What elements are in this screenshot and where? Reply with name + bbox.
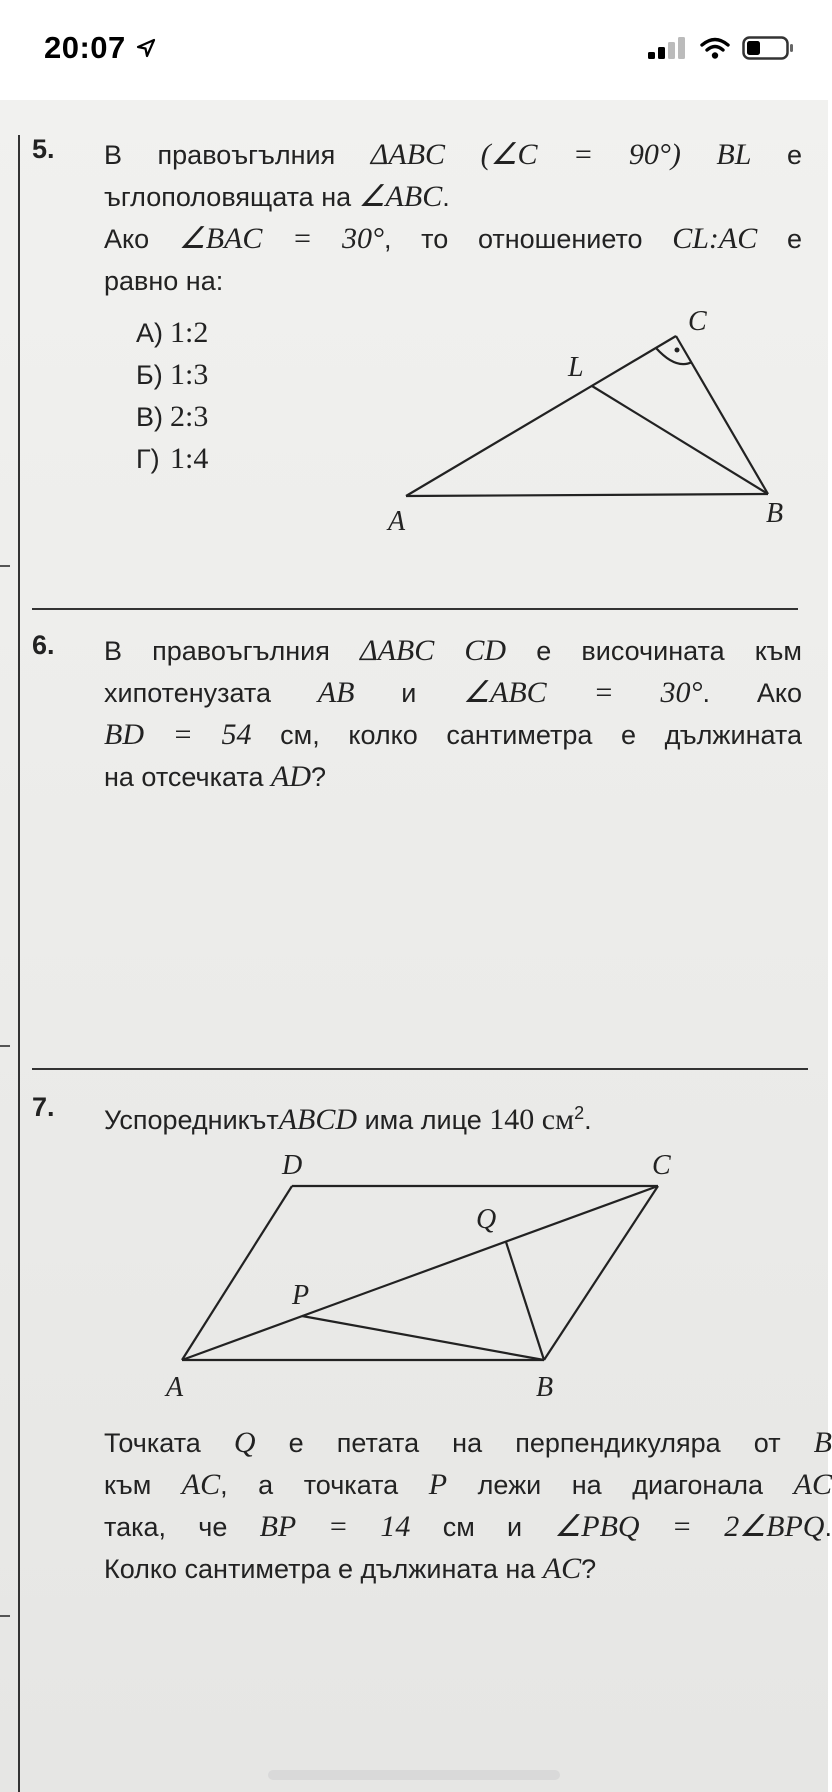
math-run: ∠BAC = 30° xyxy=(178,222,384,255)
option-value: 1:3 xyxy=(170,358,209,391)
status-time: 20:07 xyxy=(44,30,126,65)
option-letter: А) xyxy=(136,318,163,348)
text-run: см, колко сантиметра е дължината xyxy=(280,720,802,750)
text-run: . xyxy=(584,1105,592,1135)
question-line xyxy=(104,1548,832,1590)
segment-bp xyxy=(302,1316,544,1360)
text-run: лежи на диагонала xyxy=(477,1470,764,1500)
point-label-b: B xyxy=(536,1372,554,1403)
text-run: че xyxy=(198,1512,228,1542)
home-indicator[interactable] xyxy=(268,1770,560,1780)
text-run: , а точката xyxy=(220,1470,399,1500)
segment-bc xyxy=(544,1186,658,1360)
math-run: AC xyxy=(181,1468,221,1501)
math-run: B xyxy=(813,1426,832,1459)
math-run: BL xyxy=(716,138,752,171)
math-run: ∠PBQ = 2∠BPQ xyxy=(554,1510,825,1543)
text-run: . xyxy=(442,182,450,212)
math-run: CL:AC xyxy=(672,222,758,255)
text-run: към xyxy=(104,1470,152,1500)
text-run: има лице xyxy=(364,1105,482,1135)
point-label-a: A xyxy=(166,1372,184,1403)
text-run: . xyxy=(824,1512,832,1542)
text-run: е петата на перпендикуляра от xyxy=(288,1428,781,1458)
math-run: ∠ABC xyxy=(358,180,443,213)
text-run: В правоъгълния xyxy=(104,140,336,170)
math-run: BP = 14 xyxy=(259,1510,411,1543)
point-label-a: A xyxy=(388,506,406,537)
math-run: ΔABC xyxy=(370,138,446,171)
question-line xyxy=(104,1506,832,1548)
option-value: 1:4 xyxy=(170,442,209,475)
text-run: Точката xyxy=(104,1428,201,1458)
math-run: BD = 54 xyxy=(104,718,252,751)
text-run: е xyxy=(786,224,802,254)
text-run: хипотенузата xyxy=(104,678,271,708)
point-label-b: B xyxy=(766,498,784,529)
text-run: Ако xyxy=(104,224,150,254)
text-run: ? xyxy=(311,762,327,792)
segment-ad xyxy=(182,1186,292,1360)
point-label-c: C xyxy=(652,1150,671,1181)
point-label-c: C xyxy=(688,306,707,337)
option-letter: В) xyxy=(136,402,163,432)
question-number: 5. xyxy=(32,134,55,164)
text-run: така, xyxy=(104,1512,167,1542)
superscript: 2 xyxy=(574,1103,585,1123)
math-run: AD xyxy=(271,760,312,793)
question-text xyxy=(104,1422,832,1590)
option-value: 1:2 xyxy=(170,316,209,349)
segment-bq xyxy=(506,1242,544,1360)
text-run: см xyxy=(442,1512,475,1542)
diagonal-ac xyxy=(182,1186,658,1360)
question-line: равно на: xyxy=(104,266,224,296)
point-label-p: P xyxy=(292,1280,310,1311)
question-line xyxy=(104,1422,832,1464)
math-run: ΔABC CD xyxy=(359,634,507,667)
question-line xyxy=(104,1464,832,1506)
point-label-d: D xyxy=(282,1150,303,1181)
text-run: Ако xyxy=(756,678,802,708)
math-run: (∠C = 90°) xyxy=(480,138,681,171)
question-number: 6. xyxy=(32,630,55,660)
text-run: , то отношението xyxy=(384,224,643,254)
text-run: е височината към xyxy=(536,636,802,666)
math-run: ∠ABC = 30° xyxy=(463,676,703,709)
text-run: ? xyxy=(581,1554,597,1584)
option-letter: Г) xyxy=(136,444,160,474)
math-run: ABCD xyxy=(278,1103,358,1136)
option-letter: Б) xyxy=(136,360,163,390)
text-run: Успоредникът xyxy=(104,1105,279,1135)
math-run: P xyxy=(428,1468,448,1501)
text-run: ъглополовящата на xyxy=(104,182,352,212)
text-run: В правоъгълния xyxy=(104,636,330,666)
text-run: и xyxy=(507,1512,523,1542)
point-label-l: L xyxy=(568,352,584,383)
math-run: AB xyxy=(317,676,355,709)
text-run: и xyxy=(401,678,417,708)
math-run: 140 см xyxy=(489,1103,575,1136)
text-run: . xyxy=(702,678,711,708)
text-run: Колко сантиметра е дължината на xyxy=(104,1554,536,1584)
point-label-q: Q xyxy=(476,1204,497,1235)
text-run: е xyxy=(786,140,802,170)
question-number: 7. xyxy=(32,1092,55,1122)
option-value: 2:3 xyxy=(170,400,209,433)
math-run: AC xyxy=(542,1552,582,1585)
math-run: AC xyxy=(793,1468,832,1501)
text-run: на отсечката xyxy=(104,762,264,792)
math-run: Q xyxy=(233,1426,256,1459)
